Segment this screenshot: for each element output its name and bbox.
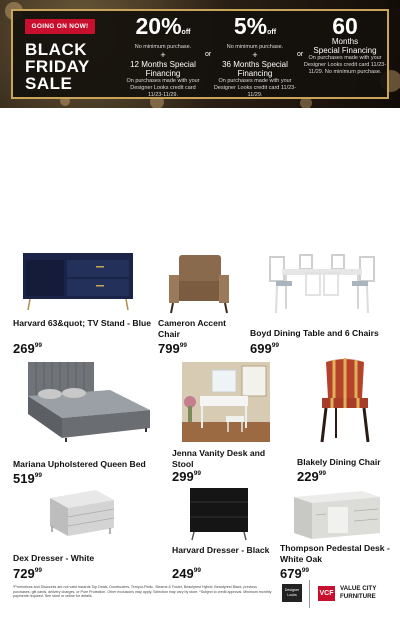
queen-bed-image[interactable] [22, 360, 154, 444]
product-name[interactable]: Harvard 63&quot; TV Stand - Blue [13, 318, 151, 328]
product-name[interactable]: Thompson Pedestal Desk - White Oak [280, 543, 390, 564]
tv-stand-image[interactable] [20, 250, 138, 312]
dining-set-image[interactable] [262, 251, 382, 317]
product-price: $679^{99}$ [280, 566, 309, 581]
product-name[interactable]: Mariana Upholstered Queen Bed [13, 459, 146, 469]
product-price: $519^{99}$ [13, 471, 42, 486]
offer-5-percent: 5%off No minimum purchase. + 36 Months Special Financing On purchases made with your Designer Looks credit card 11/23-11/29. [213, 13, 297, 98]
product-name[interactable]: Cameron Accent Chair [158, 318, 226, 339]
vcf-logo[interactable]: VCF [318, 586, 335, 601]
offer-20-percent: 20%off No minimum purchase. + 12 Months Special Financing On purchases made with your Designer Looks credit card 11/23-11/29. [126, 13, 200, 98]
footer-divider [309, 580, 310, 608]
product-name[interactable]: Jenna Vanity Desk and Stool [172, 448, 266, 469]
product-price: $229^{99}$ [297, 469, 326, 484]
going-on-now-tag: GOING ON NOW! [25, 19, 95, 34]
legal-disclaimer: *Promotions and Discounts are not valid towards Top Deals, Doorbusters, Tempur-Pedic, Stearns & Foster, Beautyrest Hybrid, Beautyrest Black, previous purchases, gift cards, delivery charges, or Pure Protection. Other exclusions may apply. Selection may vary by store. *Subject to credit approval. Minimum monthly payments required. See store or online for details. [13, 585, 272, 599]
product-price: $299^{99}$ [172, 469, 201, 484]
black-friday-sale-title: BLACK FRIDAY SALE [25, 40, 90, 93]
product-name[interactable]: Dex Dresser - White [13, 553, 95, 563]
product-price: $799^{99}$ [158, 341, 187, 356]
dining-chair-image[interactable] [310, 358, 380, 446]
vanity-desk-image[interactable] [182, 362, 270, 442]
product-name[interactable]: Harvard Dresser - Black [172, 545, 270, 555]
black-friday-banner[interactable] [0, 0, 400, 108]
accent-chair-image[interactable] [165, 253, 233, 315]
or-separator: or [205, 51, 212, 58]
banner-frame [11, 9, 389, 99]
product-name[interactable]: Boyd Dining Table and 6 Chairs [250, 328, 379, 338]
offer-60-months: 60 Months Special Financing On purchases made with your Designer Looks credit card 11/23-11/29. No minimum purchase. [303, 13, 387, 75]
designer-looks-badge: Designer Looks [282, 584, 302, 602]
product-price: $729^{99}$ [13, 566, 42, 581]
brand-name: VALUE CITY FURNITURE [340, 585, 377, 600]
product-name[interactable]: Blakely Dining Chair [297, 457, 381, 467]
white-dresser-image[interactable] [48, 488, 116, 540]
or-separator: or [297, 51, 304, 58]
black-dresser-image[interactable] [188, 486, 252, 542]
product-price: $249^{99}$ [172, 566, 201, 581]
product-price: $699^{99}$ [250, 341, 279, 356]
pedestal-desk-image[interactable] [292, 489, 382, 541]
product-price: $269^{99}$ [13, 341, 42, 356]
